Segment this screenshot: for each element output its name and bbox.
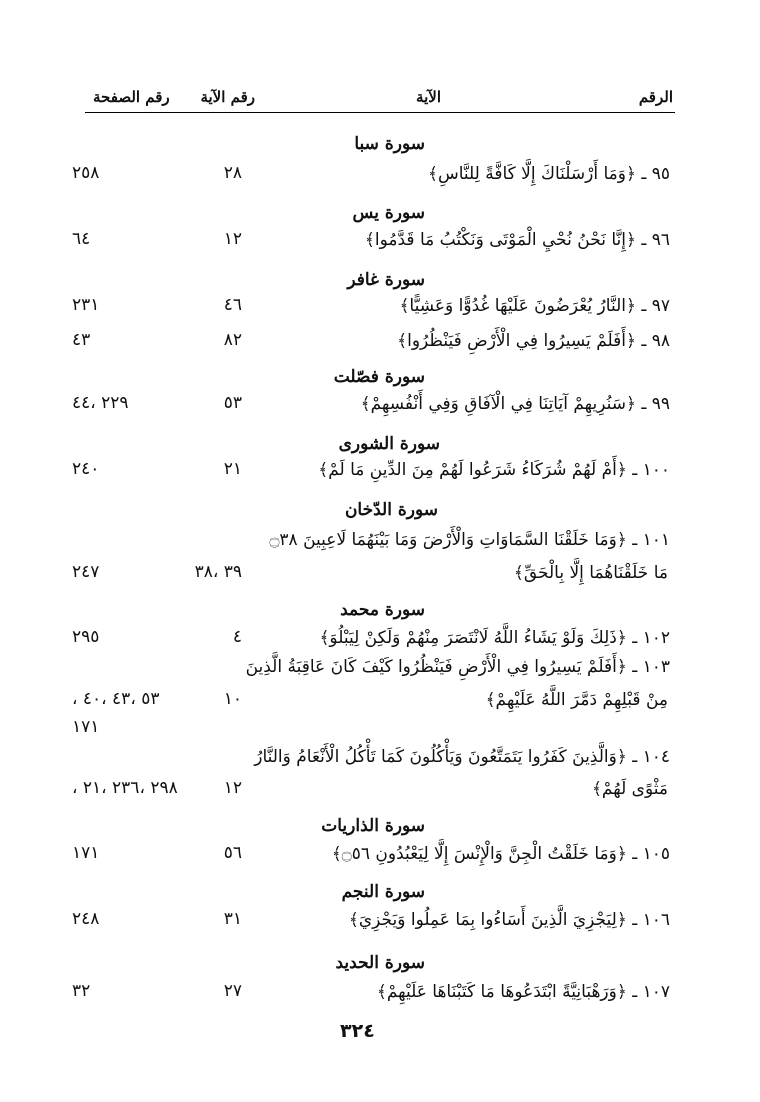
verse-text: ١٠٠ ـ ﴿أَمْ لَهُمْ شُرَكَاءُ شَرَعُوا لَهُمْ مِنَ الدِّينِ مَا لَمْ﴾ xyxy=(318,460,670,480)
verse-text: ١٠٤ ـ ﴿وَالَّذِينَ كَفَرُوا يَتَمَتَّعُونَ وَيَأْكُلُونَ كَمَا تَأْكُلُ الْأَنْعَامُ وَالنَّارُ xyxy=(254,747,670,767)
verse-number: ٤٦ xyxy=(223,295,242,315)
page-number: ٢٥٨ xyxy=(72,163,100,183)
list-item xyxy=(70,656,670,686)
page-number: ٢٣١ xyxy=(72,295,100,315)
page-number: ٢٢٩ ،٤٤ xyxy=(72,393,129,413)
verse-text: ٩٩ ـ ﴿سَنُرِيهِمْ آيَاتِنَا فِي الْآفَاقِ وَفِي أَنْفُسِهِمْ﴾ xyxy=(360,394,670,414)
surah-title: سورة فصّلت xyxy=(333,367,425,387)
surah-title: سورة الشورى xyxy=(338,434,440,454)
verse-number: ٤ xyxy=(232,627,242,647)
page-number: ٢٤٠ xyxy=(72,459,100,479)
list-item xyxy=(70,909,670,939)
verse-number: ٨٢ xyxy=(223,330,242,350)
list-item xyxy=(70,393,670,423)
list-item xyxy=(70,459,670,489)
verse-number: ٥٦ xyxy=(223,843,242,863)
page-number-continued: ١٧١ xyxy=(72,717,100,737)
list-item-refs xyxy=(70,562,670,592)
verse-number: ٣٩ ،٣٨ xyxy=(194,562,242,582)
list-item xyxy=(70,843,670,873)
verse-text: ٩٨ ـ ﴿أَفَلَمْ يَسِيرُوا فِي الْأَرْضِ فَيَنْظُرُوا﴾ xyxy=(397,331,670,351)
list-item xyxy=(70,229,670,259)
page-number: ٢٤٨ xyxy=(72,909,100,929)
verse-number: ٥٣ xyxy=(223,393,242,413)
verse-text: ١٠٢ ـ ﴿ذَلِكَ وَلَوْ يَشَاءُ اللَّهُ لَانْتَصَرَ مِنْهُمْ وَلَكِنْ لِيَبْلُوَ﴾ xyxy=(319,628,670,648)
list-item xyxy=(70,981,670,1011)
list-item xyxy=(70,529,670,559)
page-number: ٥٣ ،٤٣ ،٤٠ ، xyxy=(72,689,160,709)
verse-text: ٩٧ ـ ﴿النَّارُ يُعْرَضُونَ عَلَيْهَا غُدُوًّا وَعَشِيًّا﴾ xyxy=(399,296,670,316)
list-item xyxy=(70,330,670,360)
surah-title: سورة الحديد xyxy=(335,953,425,973)
verse-text: ١٠٥ ـ ﴿وَمَا خَلَقْتُ الْجِنَّ وَالْإِنْسَ إِلَّا لِيَعْبُدُونِ ۝٥٦﴾ xyxy=(331,844,670,864)
page-number: ٣٢ xyxy=(72,981,91,1001)
list-item xyxy=(70,627,670,657)
verse-text: ٩٦ ـ ﴿إِنَّا نَحْنُ نُحْيِ الْمَوْتَى وَنَكْتُبُ مَا قَدَّمُوا﴾ xyxy=(364,230,670,250)
page-number: ٤٣ xyxy=(72,330,91,350)
header-number: الرقم xyxy=(638,88,673,106)
header-verse-number: رقم الآية xyxy=(200,88,255,106)
page-number: ٢٩٥ xyxy=(72,627,100,647)
header-page-number: رقم الصفحة xyxy=(93,88,170,106)
surah-title: سورة محمد xyxy=(340,600,425,620)
surah-title: سورة غافر xyxy=(347,270,425,290)
list-item xyxy=(70,746,670,776)
surah-title: سورة الدّخان xyxy=(344,500,438,520)
verse-number: ١٢ xyxy=(223,778,242,798)
verse-number: ٣١ xyxy=(223,909,242,929)
verse-text: ١٠٦ ـ ﴿لِيَجْزِيَ الَّذِينَ أَسَاءُوا بِمَا عَمِلُوا وَيَجْزِيَ﴾ xyxy=(348,910,670,930)
verse-text: ١٠١ ـ ﴿وَمَا خَلَقْنَا السَّمَاوَاتِ وَالْأَرْضَ وَمَا بَيْنَهُمَا لَاعِبِينَ ۝٣٨ xyxy=(269,530,670,550)
verse-number: ٢٨ xyxy=(223,163,242,183)
surah-title: سورة يس xyxy=(352,203,425,223)
verse-number: ٢١ xyxy=(223,459,242,479)
verse-text: ١٠٧ ـ ﴿وَرَهْبَانِيَّةً ابْتَدَعُوهَا مَا كَتَبْنَاهَا عَلَيْهِمْ﴾ xyxy=(376,982,670,1002)
verse-continuation: مَا خَلَقْنَاهُمَا إِلَّا بِالْحَقِّ﴾ xyxy=(513,563,668,583)
list-item-refs xyxy=(70,778,670,808)
page-number: ٦٤ xyxy=(72,229,91,249)
verse-text: ١٠٣ ـ ﴿أَفَلَمْ يَسِيرُوا فِي الْأَرْضِ فَيَنْظُرُوا كَيْفَ كَانَ عَاقِبَةُ الَّذِينَ xyxy=(245,657,670,677)
page-folio-number: ٣٢٤ xyxy=(340,1020,375,1042)
table-header xyxy=(85,86,675,113)
verse-number: ١٢ xyxy=(223,229,242,249)
verse-continuation: مِنْ قَبْلِهِمْ دَمَّرَ اللَّهُ عَلَيْهِمْ﴾ xyxy=(485,690,668,710)
list-item xyxy=(70,295,670,325)
surah-title: سورة النجم xyxy=(341,882,425,902)
page-number: ٢٩٨ ،٢٣٦ ،٢١ ، xyxy=(72,778,178,798)
surah-title: سورة سبا xyxy=(354,134,425,154)
list-item xyxy=(70,163,670,193)
verse-number: ٢٧ xyxy=(223,981,242,1001)
verse-continuation: مَثْوًى لَهُمْ﴾ xyxy=(591,779,668,799)
surah-title: سورة الذاريات xyxy=(321,816,425,836)
page-number: ١٧١ xyxy=(72,843,100,863)
page-number: ٢٤٧ xyxy=(72,562,100,582)
header-verse: الآية xyxy=(416,88,441,106)
list-item-refs xyxy=(70,689,670,719)
verse-number: ١٠ xyxy=(223,689,242,709)
verse-text: ٩٥ ـ ﴿وَمَا أَرْسَلْنَاكَ إِلَّا كَافَّةً لِلنَّاسِ﴾ xyxy=(427,164,670,184)
